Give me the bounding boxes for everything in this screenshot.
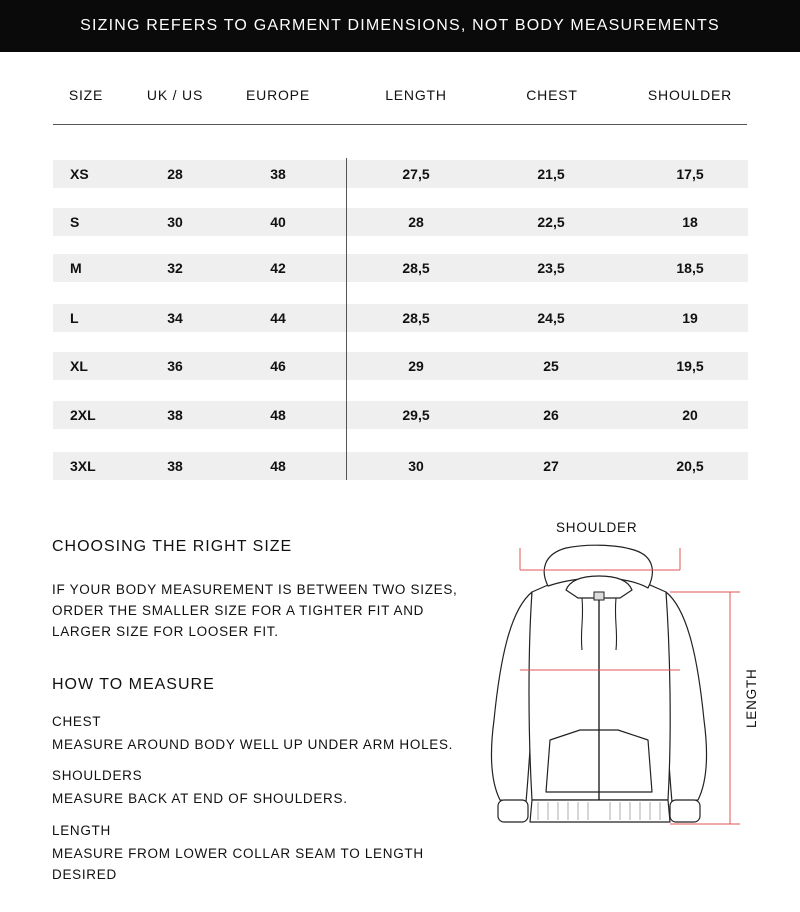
cell-shoulder: 19 — [682, 310, 698, 326]
cell-uk-us: 32 — [167, 260, 183, 276]
diagram-shoulder-label: SHOULDER — [556, 520, 638, 535]
sizing-banner — [0, 0, 800, 52]
cell-uk-us: 30 — [167, 214, 183, 230]
cell-size: S — [70, 214, 80, 230]
table-row — [53, 208, 748, 236]
cell-length: 29,5 — [402, 407, 430, 423]
table-row — [53, 352, 748, 380]
choosing-size-title: CHOOSING THE RIGHT SIZE — [52, 538, 293, 555]
diagram-length-label: LENGTH — [744, 668, 759, 728]
cell-chest: 23,5 — [537, 260, 565, 276]
cell-europe: 48 — [270, 458, 286, 474]
table-row — [53, 254, 748, 282]
cell-length: 27,5 — [402, 166, 430, 182]
cell-shoulder: 20 — [682, 407, 698, 423]
cell-shoulder: 18 — [682, 214, 698, 230]
cell-chest: 25 — [543, 358, 559, 374]
measure-length-desc: MEASURE FROM LOWER COLLAR SEAM TO LENGTH — [52, 846, 424, 861]
header-length: LENGTH — [385, 87, 447, 103]
header-size: SIZE — [68, 87, 104, 103]
measure-length-label: LENGTH — [52, 823, 111, 838]
how-to-measure-title: HOW TO MEASURE — [52, 676, 215, 693]
cell-uk-us: 38 — [167, 458, 183, 474]
cell-length: 30 — [408, 458, 424, 474]
hoodie-outline — [470, 510, 800, 850]
cell-length: 28,5 — [402, 260, 430, 276]
cell-size: XL — [70, 358, 88, 374]
header-divider — [53, 124, 747, 125]
cell-length: 29 — [408, 358, 424, 374]
cell-europe: 40 — [270, 214, 286, 230]
size-table-header — [0, 87, 800, 107]
cell-uk-us: 28 — [167, 166, 183, 182]
cell-europe: 44 — [270, 310, 286, 326]
cell-size: XS — [70, 166, 89, 182]
header-europe: EUROPE — [246, 87, 310, 103]
cell-size: 3XL — [70, 458, 96, 474]
cell-chest: 26 — [543, 407, 559, 423]
header-uk-us: UK / US — [146, 87, 204, 103]
cell-europe: 42 — [270, 260, 286, 276]
cell-uk-us: 36 — [167, 358, 183, 374]
cell-chest: 27 — [543, 458, 559, 474]
cell-size: L — [70, 310, 79, 326]
cell-size: M — [70, 260, 82, 276]
cell-chest: 24,5 — [537, 310, 565, 326]
cell-shoulder: 18,5 — [676, 260, 704, 276]
table-row — [53, 401, 748, 429]
choosing-size-line: ORDER THE SMALLER SIZE FOR A TIGHTER FIT AND — [52, 603, 425, 618]
cell-shoulder: 19,5 — [676, 358, 704, 374]
measure-length-desc: DESIRED — [52, 867, 117, 882]
measure-shoulders-label: SHOULDERS — [52, 768, 143, 783]
measure-chest-desc: MEASURE AROUND BODY WELL UP UNDER ARM HOLES. — [52, 737, 454, 752]
cell-europe: 38 — [270, 166, 286, 182]
header-shoulder: SHOULDER — [647, 87, 733, 103]
column-divider — [346, 158, 347, 480]
cell-europe: 46 — [270, 358, 286, 374]
cell-length: 28,5 — [402, 310, 430, 326]
cell-chest: 21,5 — [537, 166, 565, 182]
measure-chest-label: CHEST — [52, 714, 102, 729]
cell-europe: 48 — [270, 407, 286, 423]
cell-shoulder: 17,5 — [676, 166, 704, 182]
table-row — [53, 304, 748, 332]
cell-uk-us: 38 — [167, 407, 183, 423]
table-row — [53, 452, 748, 480]
banner-text: SIZING REFERS TO GARMENT DIMENSIONS, NOT BODY MEASUREMENTS — [80, 17, 720, 34]
cell-chest: 22,5 — [537, 214, 565, 230]
choosing-size-line: IF YOUR BODY MEASUREMENT IS BETWEEN TWO SIZES, — [52, 582, 458, 597]
table-row — [53, 160, 748, 188]
choosing-size-line: LARGER SIZE FOR LOOSER FIT. — [52, 624, 279, 639]
cell-uk-us: 34 — [167, 310, 183, 326]
hoodie-measurement-diagram — [470, 510, 800, 850]
cell-shoulder: 20,5 — [676, 458, 704, 474]
cell-size: 2XL — [70, 407, 96, 423]
header-chest: CHEST — [526, 87, 578, 103]
measure-shoulders-desc: MEASURE BACK AT END OF SHOULDERS. — [52, 791, 348, 806]
cell-length: 28 — [408, 214, 424, 230]
